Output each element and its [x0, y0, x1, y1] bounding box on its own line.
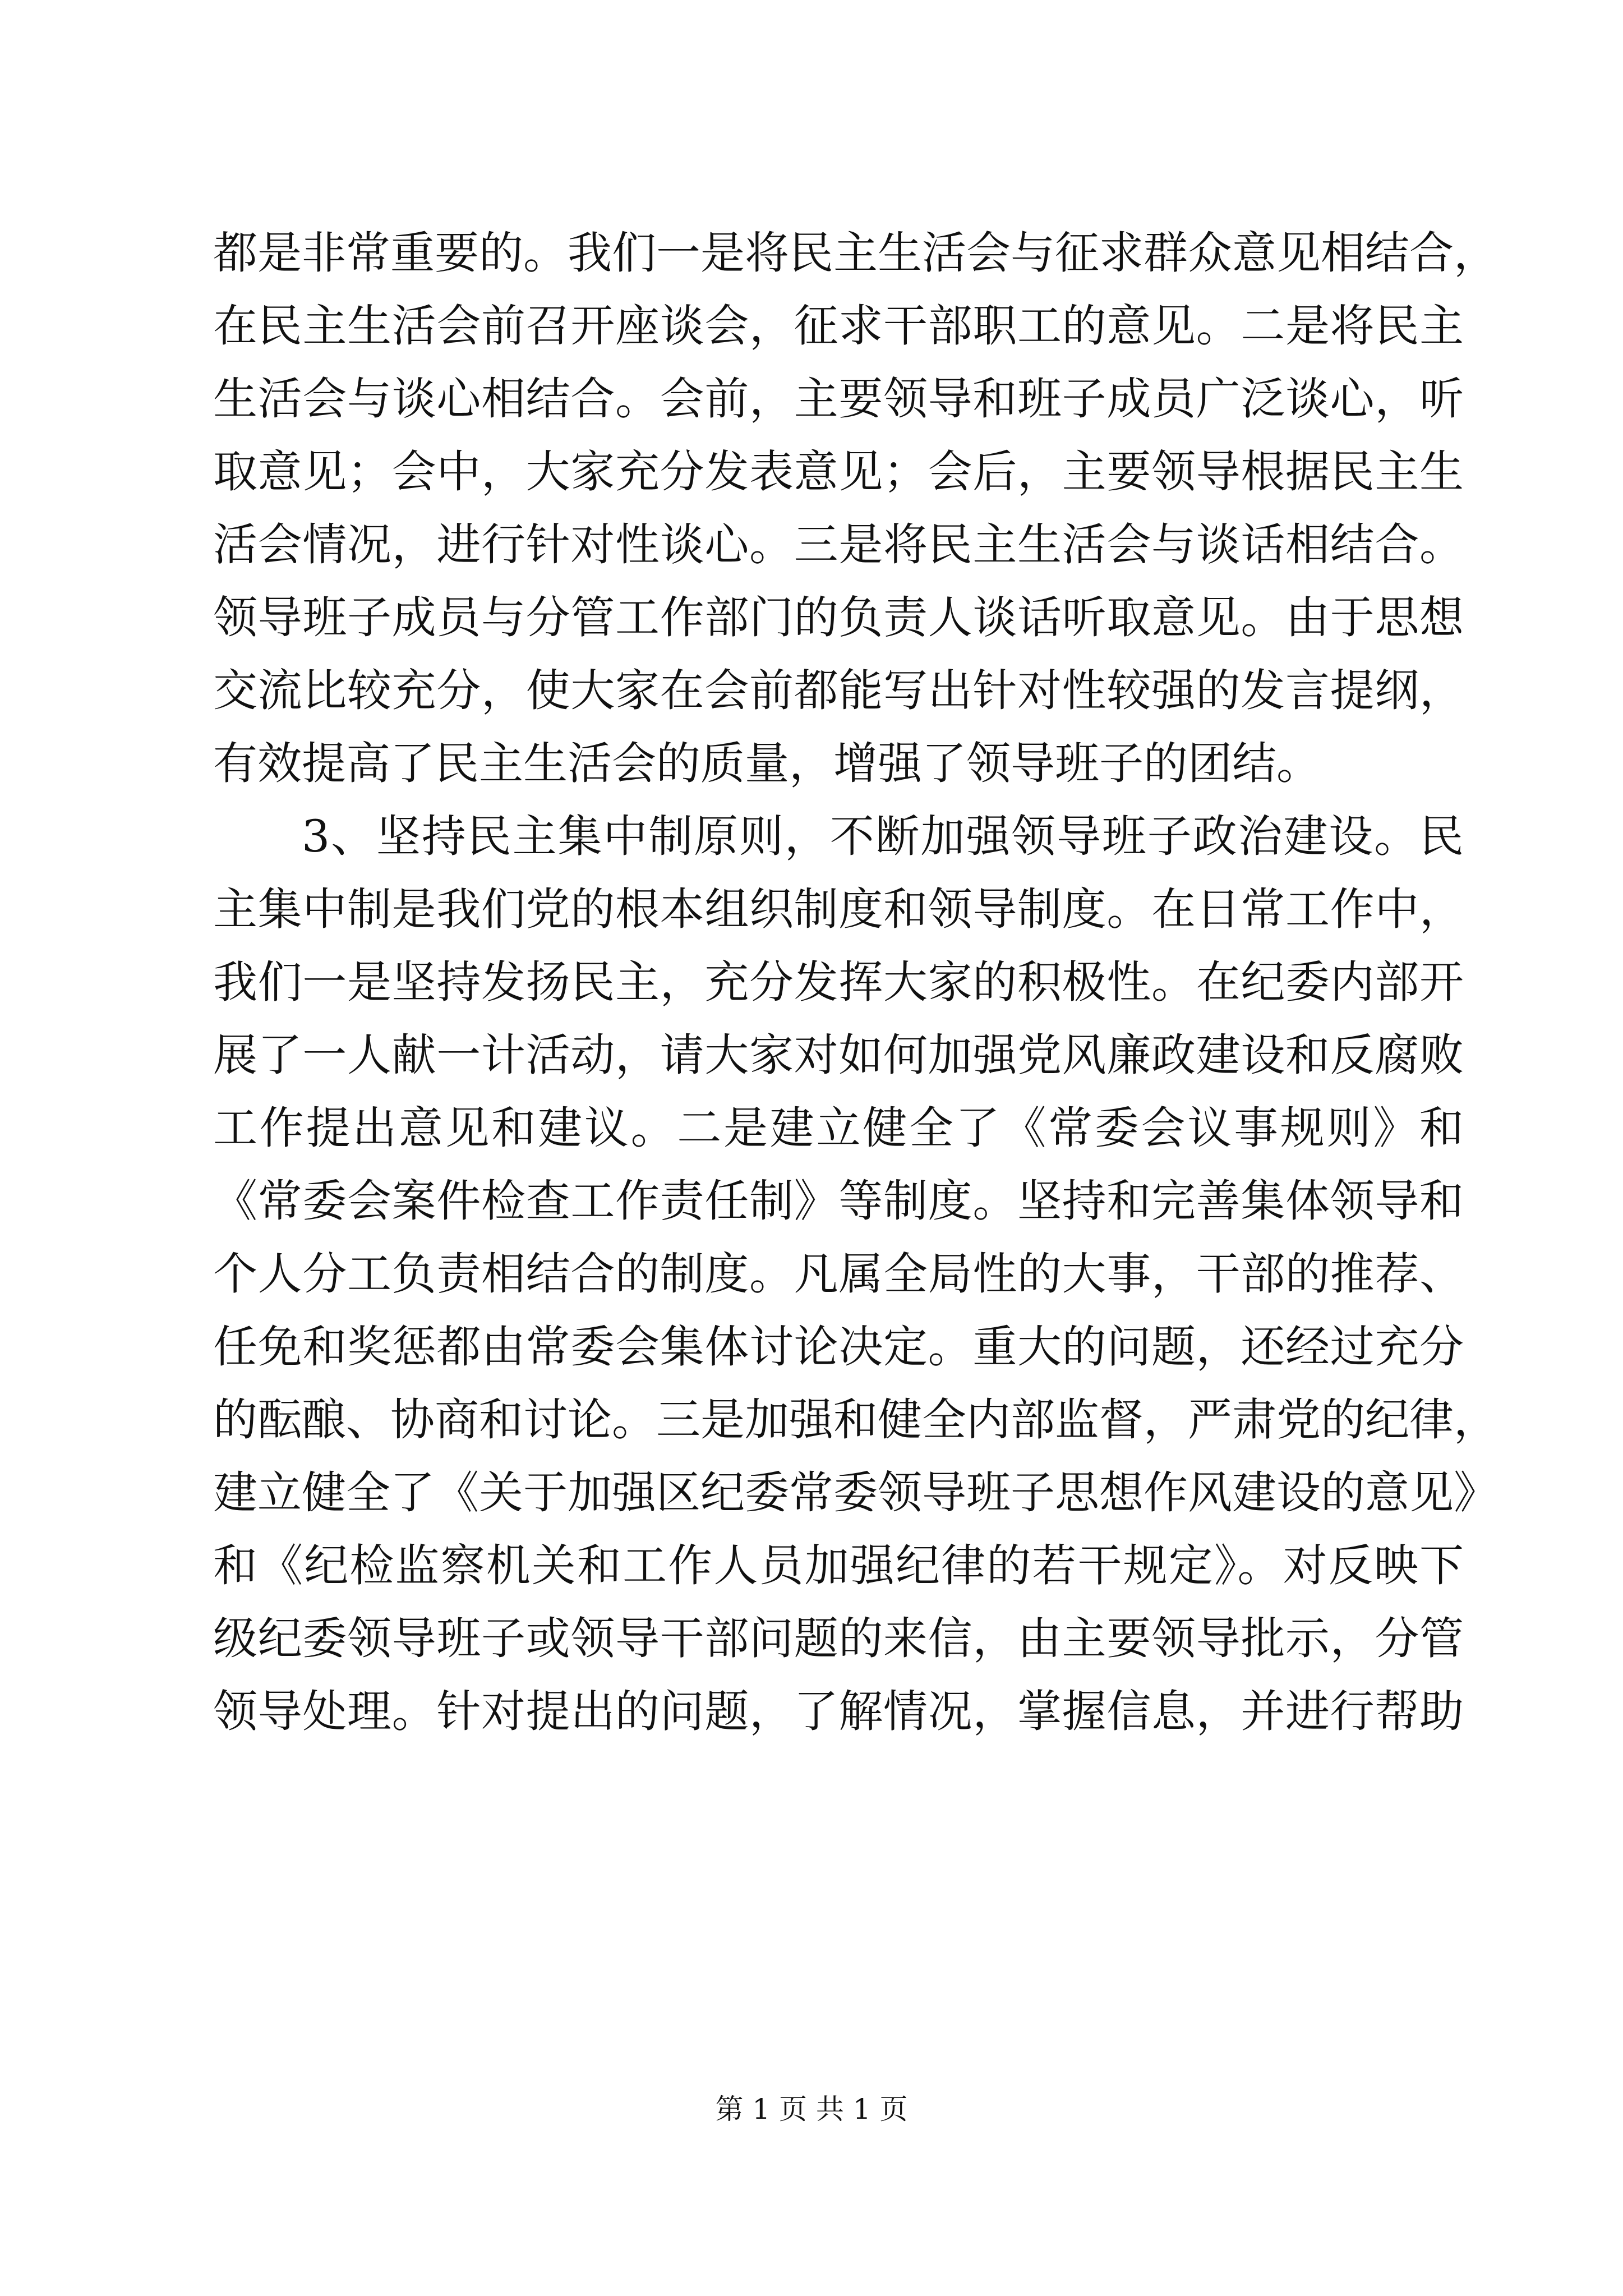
text-line: 领导班子成员与分管工作部门的负责人谈话听取意见。由于思想 [213, 592, 1464, 643]
text-line: 主集中制是我们党的根本组织制度和领导制度。在日常工作中， [213, 884, 1464, 935]
text-line: 级纪委领导班子或领导干部问题的来信，由主要领导批示，分管 [213, 1613, 1464, 1664]
text-line: 个人分工负责相结合的制度。凡属全局性的大事，干部的推荐、 [213, 1248, 1464, 1300]
text-line: 任免和奖惩都由常委会集体讨论决定。重大的问题，还经过充分 [213, 1321, 1464, 1373]
text-line: 建立健全了《关于加强区纪委常委领导班子思想作风建设的意见》 [213, 1467, 1498, 1519]
body-text [213, 217, 1498, 1748]
text-line: 和《纪检监察机关和工作人员加强纪律的若干规定》。对反映下 [213, 1540, 1464, 1591]
text-line: 交流比较充分，使大家在会前都能写出针对性较强的发言提纲， [213, 665, 1464, 716]
text-line: 《常委会案件检查工作责任制》等制度。坚持和完善集体领导和 [213, 1175, 1464, 1227]
text-line: 都是非常重要的。我们一是将民主生活会与征求群众意见相结合， [213, 227, 1498, 279]
text-line: 生活会与谈心相结合。会前，主要领导和班子成员广泛谈心，听 [213, 373, 1464, 425]
text-line: 取意见；会中，大家充分发表意见；会后，主要领导根据民主生 [213, 446, 1464, 498]
text-line: 的酝酿、协商和讨论。三是加强和健全内部监督，严肃党的纪律， [213, 1394, 1498, 1446]
paragraph-first-line: 3、坚持民主集中制原则，不断加强领导班子政治建设。民 [302, 811, 1464, 862]
page-number-footer: 第 1 页 共 1 页 [715, 2093, 908, 2125]
text-line: 工作提出意见和建议。二是建立健全了《常委会议事规则》和 [213, 1102, 1464, 1154]
text-line: 在民主生活会前召开座谈会，征求干部职工的意见。二是将民主 [213, 300, 1464, 352]
text-line: 展了一人献一计活动，请大家对如何加强党风廉政建设和反腐败 [213, 1029, 1464, 1081]
text-line: 有效提高了民主生活会的质量，增强了领导班子的团结。 [213, 738, 1321, 789]
text-line: 领导处理。针对提出的问题，了解情况，掌握信息，并进行帮助 [213, 1686, 1464, 1737]
text-line: 活会情况，进行针对性谈心。三是将民主生活会与谈话相结合。 [213, 519, 1464, 570]
text-line: 我们一是坚持发扬民主，充分发挥大家的积极性。在纪委内部开 [213, 956, 1464, 1008]
